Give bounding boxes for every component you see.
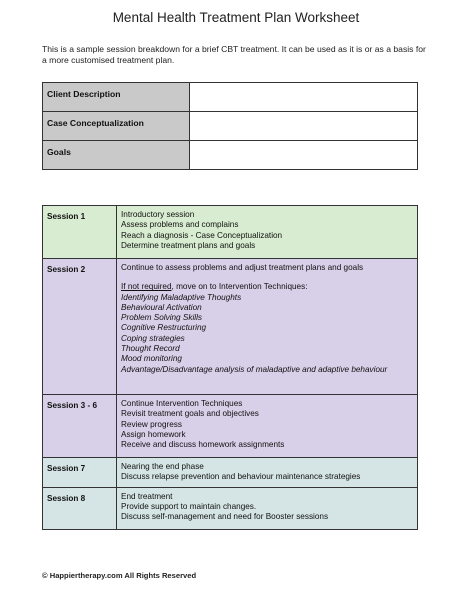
technique-item: Problem Solving Skills — [121, 313, 202, 323]
session-details — [117, 487, 418, 529]
session-line: Introductory session — [121, 210, 195, 219]
session-details — [117, 458, 418, 488]
client-description-label: Client Description — [43, 83, 190, 112]
session-name: Session 2 — [43, 259, 117, 395]
session-name: Session 1 — [43, 206, 117, 259]
move-on-text: , move on to Intervention Techniques: — [171, 282, 308, 292]
technique-item: Behavioural Activation — [121, 302, 202, 312]
session-row-1 — [43, 206, 418, 259]
session-line: Assign homework — [121, 429, 186, 439]
technique-item: Identifying Maladaptive Thoughts — [121, 292, 242, 302]
session-row-3-6 — [43, 395, 418, 458]
session-row-8 — [43, 487, 418, 529]
page-title: Mental Health Treatment Plan Worksheet — [112, 10, 360, 25]
info-row-case-conceptualization — [43, 112, 418, 141]
sessions-table — [42, 205, 418, 530]
if-not-required-text: If not required — [121, 282, 172, 292]
session-line: Provide support to maintain changes. — [121, 501, 257, 511]
client-description-value[interactable] — [190, 83, 418, 112]
session-line: Discuss relapse prevention and behaviour maintenance strategies — [121, 472, 361, 482]
session-details — [117, 206, 418, 259]
session-details — [117, 259, 418, 395]
session-line: Reach a diagnosis - Case Conceptualization — [121, 230, 283, 240]
case-conceptualization-value[interactable] — [190, 112, 418, 141]
technique-item: Thought Record — [121, 344, 180, 354]
session-name: Session 3 - 6 — [43, 395, 117, 458]
client-info-table — [42, 82, 418, 170]
copyright-footer: © Happiertherapy.com All Rights Reserved — [42, 571, 197, 580]
case-conceptualization-label: Case Conceptualization — [43, 112, 190, 141]
session-line: Assess problems and complains — [121, 220, 239, 230]
session-line: Nearing the end phase — [121, 462, 204, 471]
session-line: End treatment — [121, 491, 173, 501]
session-name: Session 7 — [43, 458, 117, 488]
session-line: Discuss self-management and need for Booster sessions — [121, 512, 329, 522]
session-line: Determine treatment plans and goals — [121, 240, 256, 250]
session-line: Continue to assess problems and adjust treatment plans and goals — [121, 263, 364, 272]
technique-item: Cognitive Restructuring — [121, 323, 207, 333]
session-name: Session 8 — [43, 487, 117, 529]
info-row-goals — [43, 141, 418, 170]
session-details — [117, 395, 418, 458]
session-line: Continue Intervention Techniques — [121, 399, 243, 408]
session-line: Revisit treatment goals and objectives — [121, 409, 259, 419]
intro-text: This is a sample session breakdown for a brief CBT treatment. It can be used as it is or as a basis for a more customised treatment plan. — [42, 44, 426, 65]
goals-value[interactable] — [190, 141, 418, 170]
session-row-2 — [43, 259, 418, 395]
technique-item: Advantage/Disadvantage analysis of maladaptive and adaptive behaviour — [121, 364, 388, 374]
session-row-7 — [43, 458, 418, 488]
technique-item: Mood monitoring — [121, 354, 182, 364]
session-line: Review progress — [121, 419, 182, 429]
session-line: Receive and discuss homework assignments — [121, 440, 285, 450]
info-row-client-description — [43, 83, 418, 112]
goals-label: Goals — [43, 141, 190, 170]
session-line — [121, 282, 413, 292]
technique-item: Coping strategies — [121, 333, 185, 343]
